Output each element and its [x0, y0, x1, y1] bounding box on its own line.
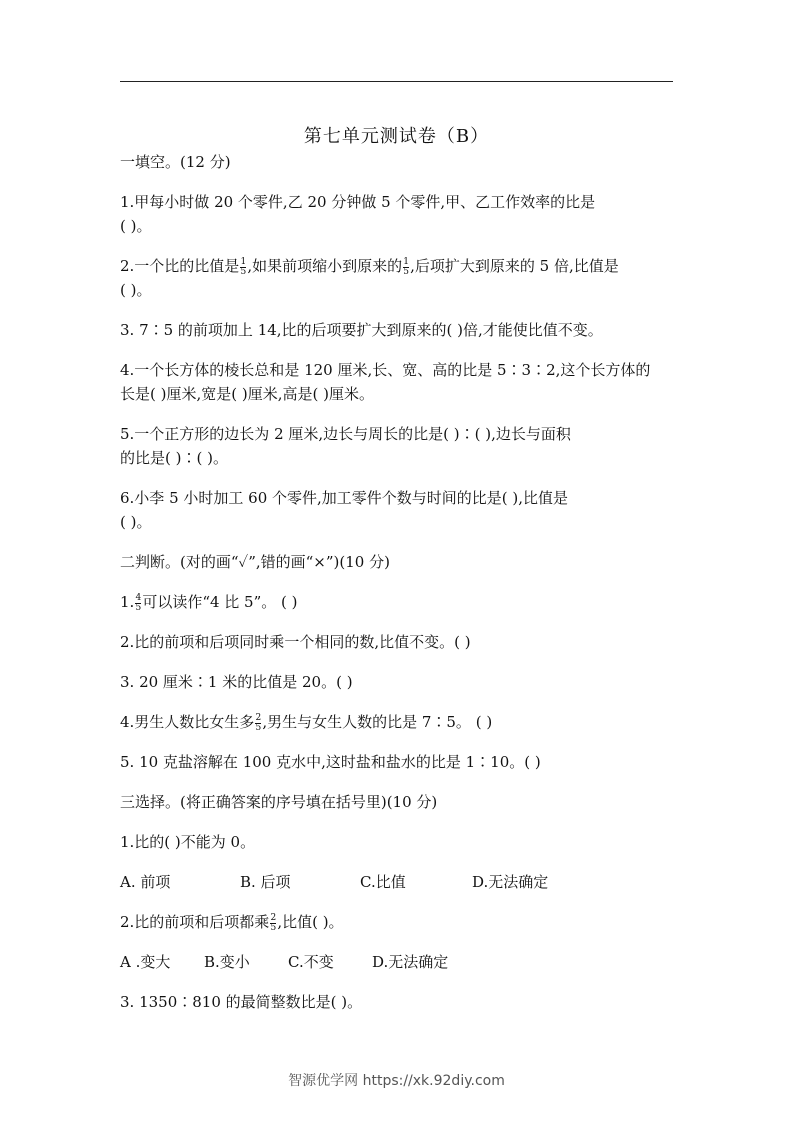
s1-q2-post: ,后项扩大到原来的 5 倍,比值是	[410, 257, 619, 275]
fraction-denominator: 5	[403, 266, 409, 277]
s1-q2-line2: ( )。	[120, 281, 152, 299]
s3-q1: 1.比的( )不能为 0。	[120, 833, 256, 851]
s1-q1-line2: ( )。	[120, 217, 152, 235]
fraction-denominator: 5	[255, 722, 262, 733]
s2-q1	[120, 590, 680, 614]
fraction-denominator: 5	[135, 602, 142, 613]
s2-q5: 5. 10 克盐溶解在 100 克水中,这时盐和盐水的比是 1∶10。( )	[120, 753, 541, 771]
fraction-denominator: 5	[240, 266, 247, 277]
option-a: A .变大	[120, 953, 171, 971]
s1-q4-line2: 长是( )厘米,宽是( )厘米,高是( )厘米。	[120, 385, 374, 403]
s2-q2: 2.比的前项和后项同时乘一个相同的数,比值不变。( )	[120, 633, 471, 651]
fraction-denominator: 5	[270, 922, 277, 933]
s2-q3: 3. 20 厘米∶1 米的比值是 20。( )	[120, 673, 353, 691]
s2-q1-pre: 1.	[120, 593, 135, 611]
s3-q2	[120, 910, 680, 934]
s2-q4-pre: 4.男生人数比女生多	[120, 713, 255, 731]
fraction-numerator: 2	[255, 712, 262, 723]
s1-q6-line2: ( )。	[120, 513, 152, 531]
s1-q1-line1: 1.甲每小时做 20 个零件,乙 20 分钟做 5 个零件,甲、乙工作效率的比是	[120, 193, 596, 211]
fraction-numerator: 2	[270, 912, 277, 923]
fraction	[240, 258, 246, 277]
s3-q3: 3. 1350∶810 的最简整数比是( )。	[120, 993, 363, 1011]
fraction	[403, 258, 409, 277]
fraction-numerator: 1	[403, 256, 409, 267]
fraction-numerator: 1	[240, 256, 247, 267]
s1-q2-line1	[120, 254, 680, 278]
fraction-numerator: 4	[135, 592, 142, 603]
s1-q4-line1: 4.一个长方体的棱长总和是 120 厘米,长、宽、高的比是 5∶3∶2,这个长方体的	[120, 361, 651, 379]
section3-heading: 三选择。(将正确答案的序号填在括号里)(10 分)	[120, 793, 438, 811]
option-c: C.比值	[360, 873, 406, 891]
s1-q5-line2: 的比是( )∶( )。	[120, 449, 228, 467]
footer-watermark: 智源优学网 https://xk.92diy.com	[288, 1073, 505, 1089]
s2-q4-post: ,男生与女生人数的比是 7∶5。 ( )	[262, 713, 493, 731]
option-d: D.无法确定	[372, 953, 449, 971]
section1-heading: 一填空。(12 分)	[120, 153, 231, 171]
s1-q2-pre: 2.一个比的比值是	[120, 257, 240, 275]
s3-q2-options	[120, 950, 680, 974]
option-d: D.无法确定	[472, 873, 549, 891]
s1-q5-line1: 5.一个正方形的边长为 2 厘米,边长与周长的比是( )∶( ),边长与面积	[120, 425, 571, 443]
s1-q3: 3. 7∶5 的前项加上 14,比的后项要扩大到原来的( )倍,才能使比值不变。	[120, 321, 603, 339]
fraction	[135, 594, 141, 613]
option-a: A. 前项	[120, 873, 171, 891]
s3-q2-post: ,比值( )。	[277, 913, 344, 931]
header-rule	[120, 81, 673, 82]
s1-q6-line1: 6.小李 5 小时加工 60 个零件,加工零件个数与时间的比是( ),比值是	[120, 489, 569, 507]
s3-q2-pre: 2.比的前项和后项都乘	[120, 913, 270, 931]
s1-q2-mid: ,如果前项缩小到原来的	[247, 257, 403, 275]
s3-q1-options	[120, 870, 680, 894]
s2-q4	[120, 710, 680, 734]
fraction	[255, 714, 261, 733]
section2-heading: 二判断。(对的画“✓”,错的画“×”)(10 分)	[120, 553, 390, 571]
page-title: 第七单元测试卷（B）	[303, 126, 490, 147]
fraction	[270, 914, 276, 933]
s2-q1-post: 可以读作“4 比 5”。 ( )	[142, 593, 298, 611]
option-c: C.不变	[288, 953, 334, 971]
option-b: B. 后项	[240, 873, 291, 891]
option-b: B.变小	[204, 953, 250, 971]
